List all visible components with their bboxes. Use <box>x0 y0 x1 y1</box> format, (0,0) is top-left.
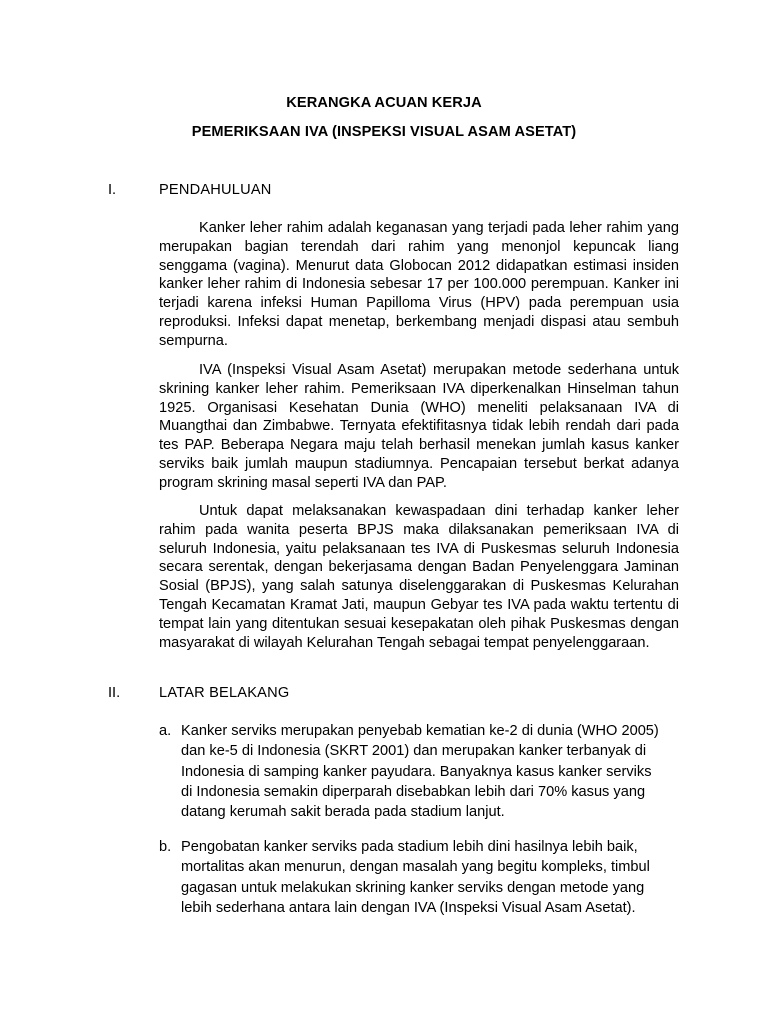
section-heading: LATAR BELAKANG <box>159 685 290 701</box>
list-item-line: dan ke-5 di Indonesia (SKRT 2001) dan merupakan kanker terbanyak di <box>181 743 647 760</box>
document-subtitle: PEMERIKSAAN IVA (INSPEKSI VISUAL ASAM ASETAT) <box>191 124 577 140</box>
list-item-line: datang kerumah sakit berada pada stadium lanjut. <box>181 804 505 821</box>
list-item <box>159 721 679 822</box>
list-item <box>159 837 679 918</box>
list-item-line: Indonesia di samping kanker payudara. Banyaknya kasus kanker serviks <box>181 763 652 780</box>
paragraph: IVA (Inspeksi Visual Asam Asetat) merupakan metode sederhana untuk skrining kanker leher rahim. Pemeriksaan IVA diperkenalkan Hinselman tahun 1925. Organisasi Kesehatan Dunia (WHO) meneliti pelaksanaan IVA di Muangthai dan Zimbabwe. Ternyata efektifitasnya tidak lebih rendah dari pada tes PAP. Beberapa Negara maju telah berhasil menekan jumlah kasus kanker serviks baik jumlah maupun stadiumnya. Pencapaian tersebut berkat adanya program skrining masal seperti IVA dan PAP. <box>159 362 679 491</box>
list-item-line: Kanker serviks merupakan penyebab kematian ke-2 di dunia (WHO 2005) <box>181 723 659 739</box>
list-item-line: gagasan untuk melakukan skrining kanker serviks dengan metode yang <box>181 879 645 896</box>
list-item-text <box>181 721 679 822</box>
paragraph: Untuk dapat melaksanakan kewaspadaan dini terhadap kanker leher rahim pada wanita peserta BPJS maka dilaksanakan pemeriksaan IVA di seluruh Indonesia, yaitu pelaksanaan tes IVA di Puskesmas seluruh Indonesia secara serentak, dengan bekerjasama dengan Badan Penyelenggara Jaminan Sosial (BPJS), yang salah satunya diselenggarakan di Puskesmas Kelurahan Tengah Kecamatan Kramat Jati, maupun Gebyar tes IVA pada waktu tertentu di tempat lain yang ditentukan sesuai kesepakatan oleh pihak Puskesmas dengan masyarakat di wilayah Kelurahan Tengah sebagai tempat penyelenggaraan. <box>159 503 679 651</box>
section-heading: PENDAHULUAN <box>159 182 272 198</box>
list-item-line: di Indonesia semakin diperparah disebabkan lebih dari 70% kasus yang <box>181 783 646 800</box>
list-item-line: Pengobatan kanker serviks pada stadium lebih dini hasilnya lebih baik, <box>181 839 638 855</box>
list-marker: a. <box>159 723 172 739</box>
section-number: II. <box>108 685 121 701</box>
document-title: KERANGKA ACUAN KERJA <box>286 95 482 111</box>
paragraph: Kanker leher rahim adalah keganasan yang terjadi pada leher rahim yang merupakan bagian terendah dari rahim yang menonjol kepuncak liang senggama (vagina). Menurut data Globocan 2012 didapatkan estimasi insiden kanker leher rahim di Indonesia sebesar 17 per 100.000 perempuan. Kanker ini terjadi karena infeksi Human Papilloma Virus (HPV) pada perempuan usia reproduksi. Infeksi dapat menetap, berkembang menjadi dispasi atau sembuh sempurna. <box>159 220 679 349</box>
list-item-line: lebih sederhana antara lain dengan IVA (Inspeksi Visual Asam Asetat). <box>181 899 636 916</box>
list-item-text <box>181 837 679 918</box>
section-number: I. <box>108 182 117 198</box>
list-item-line: mortalitas akan menurun, dengan masalah yang begitu kompleks, timbul <box>181 859 650 876</box>
list-marker: b. <box>159 839 172 855</box>
